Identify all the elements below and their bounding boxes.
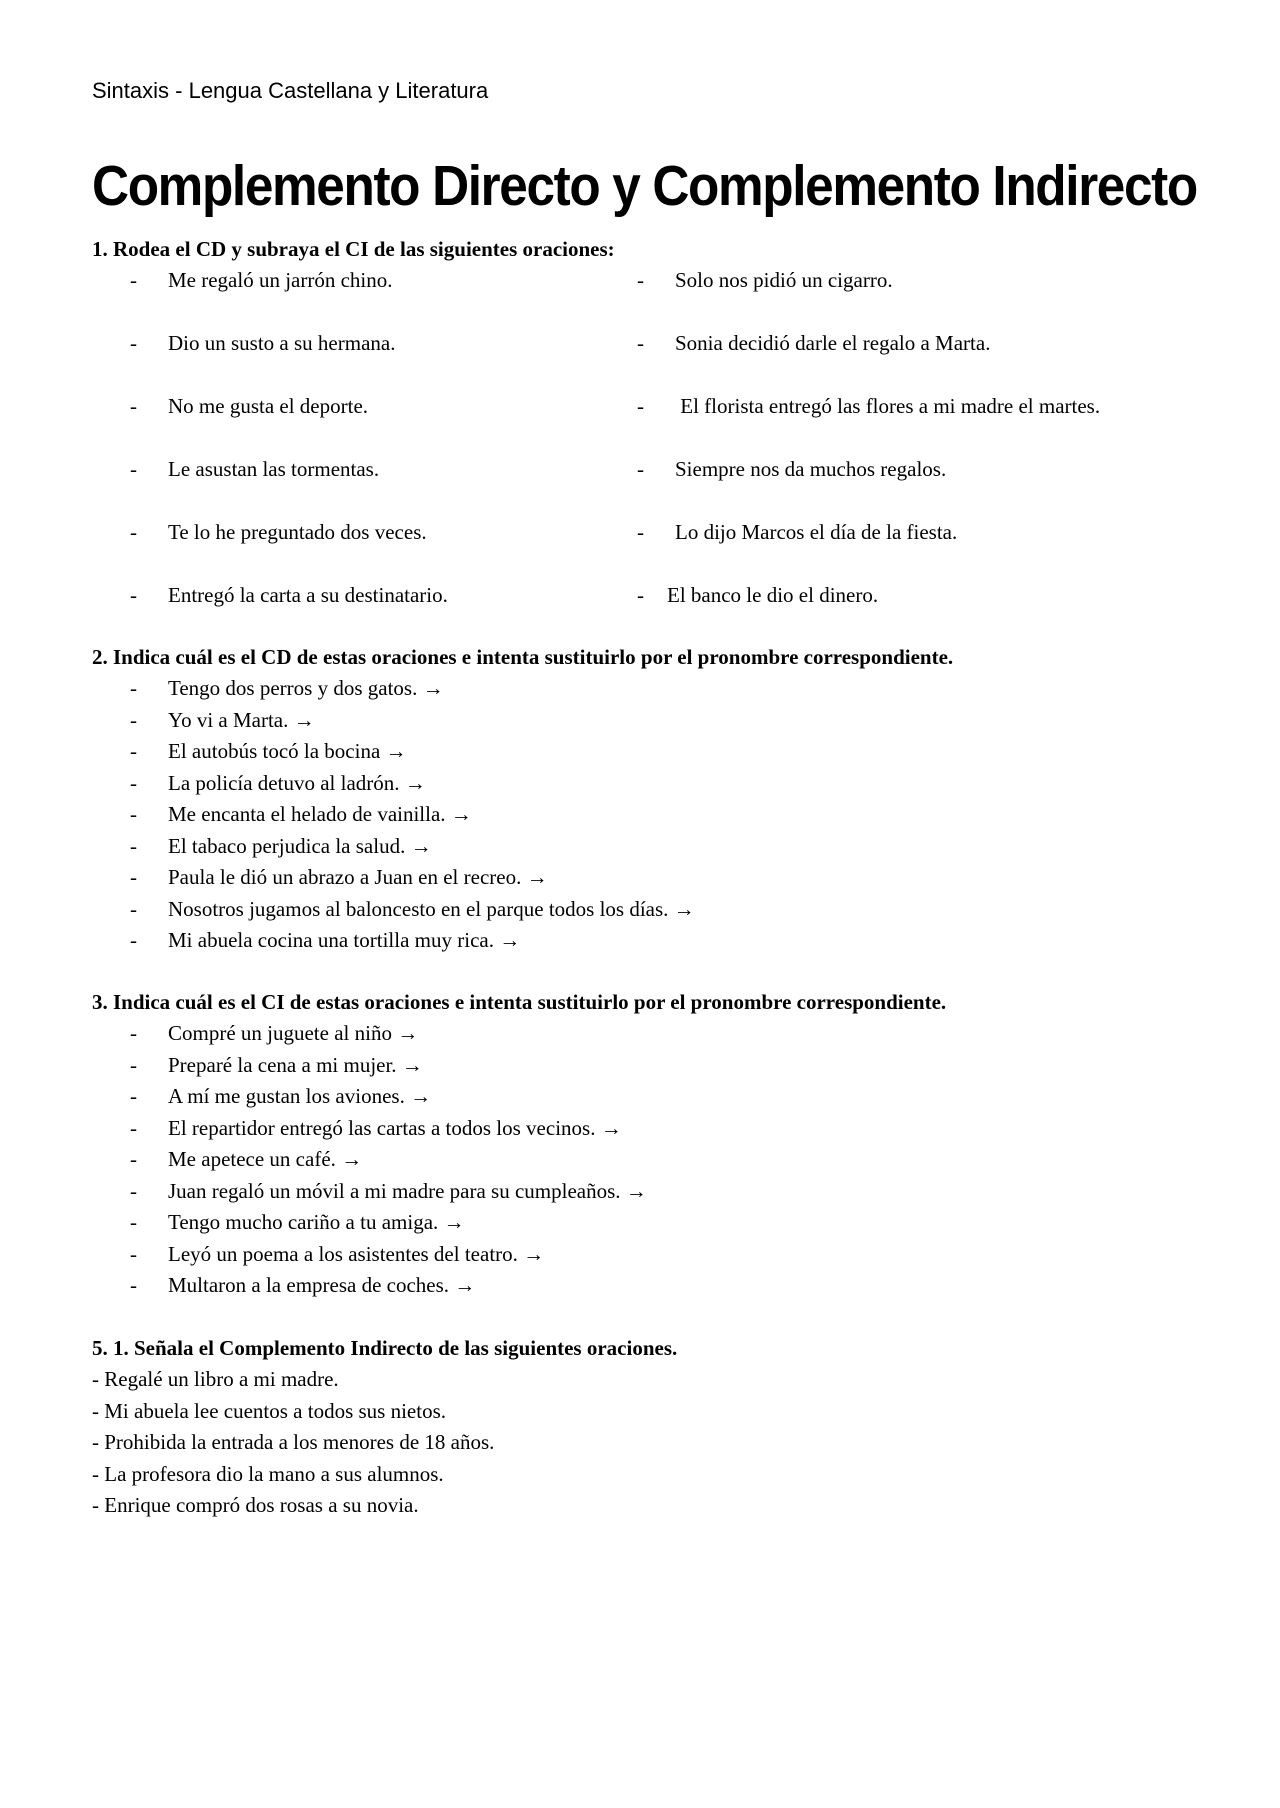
- list-item: - El repartidor entregó las cartas a todos los vecinos. →: [130, 1115, 622, 1140]
- list-item: - Mi abuela lee cuentos a todos sus nietos.: [92, 1398, 447, 1423]
- grid-row: [92, 265, 893, 328]
- section-1-grid: [92, 265, 1101, 643]
- list-item: - La policía detuvo al ladrón. →: [130, 770, 426, 795]
- list-item: - El autobús tocó la bocina →: [130, 739, 407, 763]
- list-item: - El banco le dio el dinero.: [637, 583, 879, 607]
- list-item: - Solo nos pidió un cigarro.: [637, 268, 893, 292]
- list-item: - El tabaco perjudica la salud. →: [130, 833, 432, 858]
- list-item: - Prohibida la entrada a los menores de 18 años.: [92, 1430, 495, 1454]
- section-3: [92, 987, 946, 1302]
- list-item: - Nosotros jugamos al baloncesto en el parque todos los días. →: [130, 896, 695, 921]
- list-item: - Tengo dos perros y dos gatos. →: [130, 676, 444, 700]
- list-item: - Lo dijo Marcos el día de la fiesta.: [637, 520, 958, 544]
- list-item: - Entregó la carta a su destinatario.: [130, 583, 448, 607]
- list-item: - A mí me gustan los aviones. →: [130, 1084, 432, 1108]
- list-item: - Me encanta el helado de vainilla. →: [130, 802, 472, 826]
- list-item: - Paula le dió un abrazo a Juan en el recreo. →: [130, 865, 548, 889]
- list-item: - El florista entregó las flores a mi madre el martes.: [637, 394, 1101, 418]
- list-item: - Compré un juguete al niño →: [130, 1021, 419, 1045]
- list-item: - La profesora dio la mano a sus alumnos.: [92, 1461, 444, 1486]
- list-item: - Regalé un libro a mi madre.: [92, 1367, 339, 1391]
- list-item: - Yo vi a Marta. →: [130, 707, 315, 732]
- list-item: - Tengo mucho cariño a tu amiga. →: [130, 1210, 465, 1234]
- grid-row: [92, 580, 879, 643]
- section-3-title: 3. Indica cuál es el CI de estas oraciones e intenta sustituirlo por el pronombre correspondiente.: [92, 990, 947, 1014]
- list-item: - Me regaló un jarrón chino.: [130, 268, 393, 292]
- list-item: - Le asustan las tormentas.: [130, 457, 380, 481]
- section-1: [92, 234, 1101, 643]
- list-item: - Me apetece un café. →: [130, 1147, 363, 1171]
- list-item: - Enrique compró dos rosas a su novia.: [92, 1493, 419, 1517]
- list-item: - Preparé la cena a mi mujer. →: [130, 1052, 423, 1077]
- list-item: - Te lo he preguntado dos veces.: [130, 520, 427, 544]
- list-item: - Juan regaló un móvil a mi madre para su cumpleaños. →: [130, 1178, 647, 1203]
- list-item: - Siempre nos da muchos regalos.: [637, 457, 947, 481]
- grid-row: [92, 328, 991, 391]
- section-5-title: 5. 1. Señala el Complemento Indirecto de las siguientes oraciones.: [92, 1336, 678, 1360]
- section-5: [92, 1333, 677, 1522]
- list-item: - Mi abuela cocina una tortilla muy rica. →: [130, 928, 521, 952]
- list-item: - Dio un susto a su hermana.: [130, 331, 396, 355]
- section-1-title: 1. Rodea el CD y subraya el CI de las siguientes oraciones:: [92, 237, 615, 261]
- list-item: - Multaron a la empresa de coches. →: [130, 1273, 476, 1297]
- section-2: [92, 642, 953, 957]
- list-item: - No me gusta el deporte.: [130, 394, 369, 418]
- page-title: Complemento Directo y Complemento Indirecto: [92, 154, 1197, 218]
- grid-row: [92, 517, 958, 580]
- list-item: - Sonia decidió darle el regalo a Marta.: [637, 331, 991, 355]
- page-header: Sintaxis - Lengua Castellana y Literatura: [92, 78, 489, 103]
- section-2-title: 2. Indica cuál es el CD de estas oraciones e intenta sustituirlo por el pronombre correspondiente.: [92, 645, 954, 669]
- grid-row: [92, 391, 1101, 454]
- list-item: - Leyó un poema a los asistentes del teatro. →: [130, 1241, 545, 1266]
- grid-row: [92, 454, 947, 517]
